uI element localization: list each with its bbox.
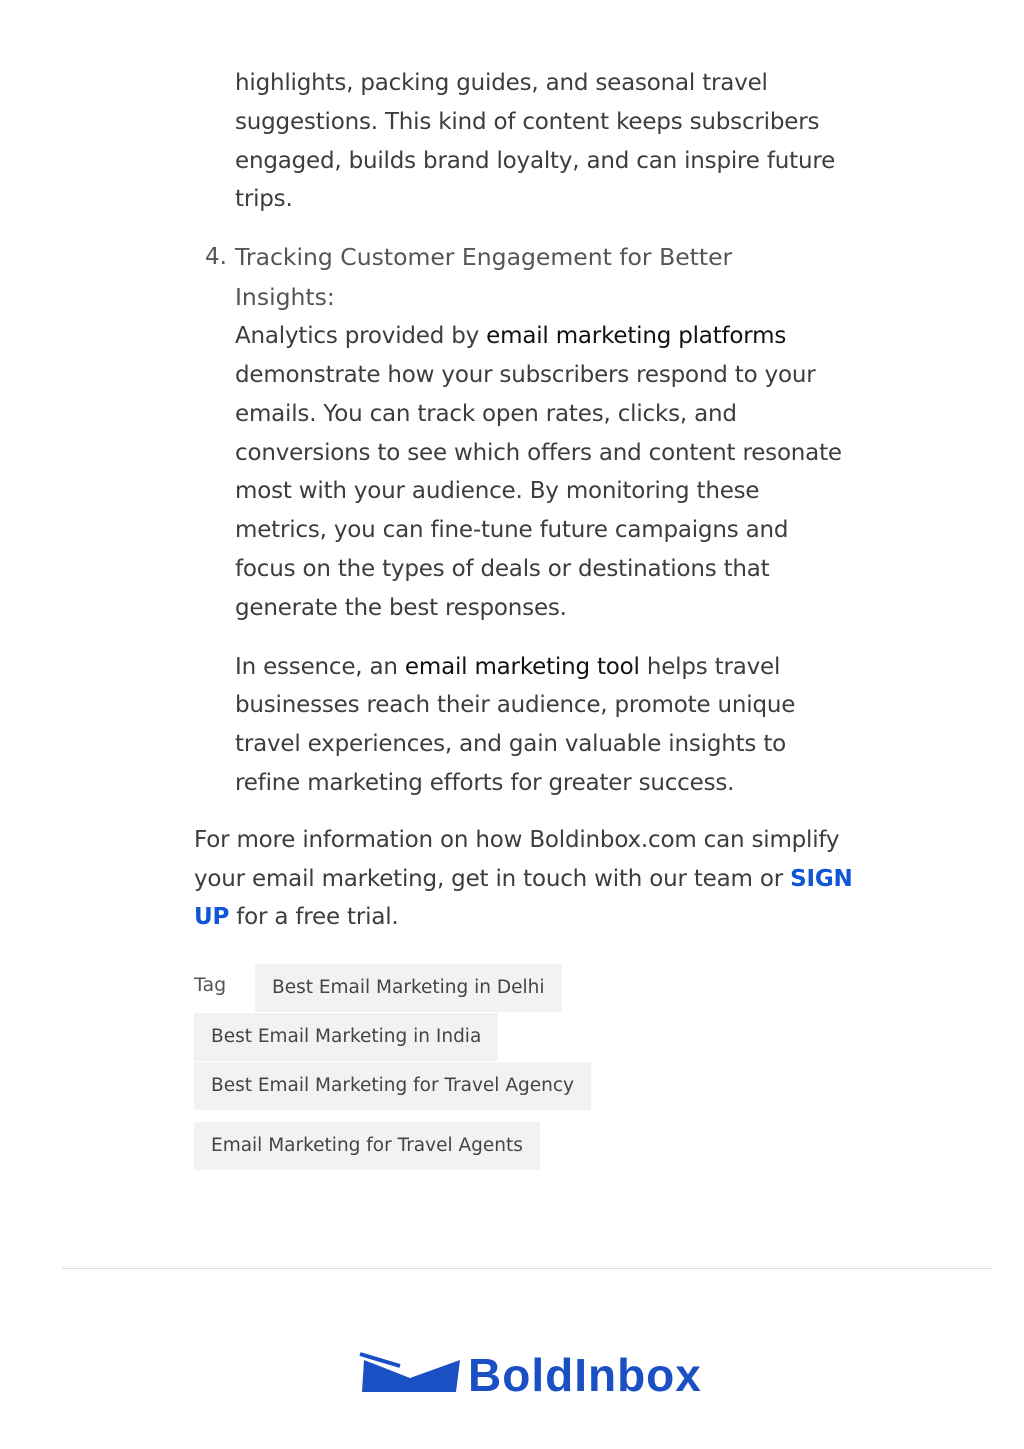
logo-text: BoldInbox: [468, 1349, 702, 1401]
list-item-4: [194, 237, 874, 803]
tag-label: Tag: [194, 974, 227, 996]
envelope-logo-icon: [360, 1352, 470, 1392]
signup-link[interactable]: SIGN UP: [194, 865, 853, 931]
email-marketing-tool-link[interactable]: email marketing tool: [404, 653, 640, 680]
tag-best-email-marketing-delhi[interactable]: Best Email Marketing in Delhi: [255, 964, 562, 1012]
email-marketing-platforms-link[interactable]: email marketing platforms: [486, 323, 787, 350]
list-item-body: Analytics provided by email marketing platforms demonstrate how your subscribers respond to your emails. You can track open rates, clicks, and conversions to see which offers and content resonate most with your audience. By monitoring these metrics, you can fine-tune future campaigns and focus on the types of deals or destinations that generate the best responses.: [235, 323, 842, 621]
tag-email-marketing-travel-agents[interactable]: Email Marketing for Travel Agents: [194, 1122, 540, 1170]
more-info-paragraph: For more information on how Boldinbox.com can simplify your email marketing, get in touch with our team or SIGN UP for a free trial.: [194, 826, 853, 931]
list-item-heading: Tracking Customer Engagement for Better Insights:: [235, 243, 733, 312]
essence-paragraph: In essence, an email marketing tool helps travel businesses reach their audience, promote unique travel experiences, and gain valuable insights to refine marketing efforts for greater success.: [235, 653, 796, 796]
footer-divider: [62, 1268, 992, 1269]
tag-best-email-marketing-india[interactable]: Best Email Marketing in India: [194, 1013, 498, 1061]
article-content: [194, 64, 874, 937]
tag-best-email-marketing-travel-agency[interactable]: Best Email Marketing for Travel Agency: [194, 1062, 591, 1110]
list-item-number: 4.: [205, 244, 227, 271]
paragraph-continued: highlights, packing guides, and seasonal travel suggestions. This kind of content keeps subscribers engaged, builds brand loyalty, and can inspire future trips.: [235, 70, 836, 213]
boldinbox-logo[interactable]: [360, 1349, 702, 1401]
